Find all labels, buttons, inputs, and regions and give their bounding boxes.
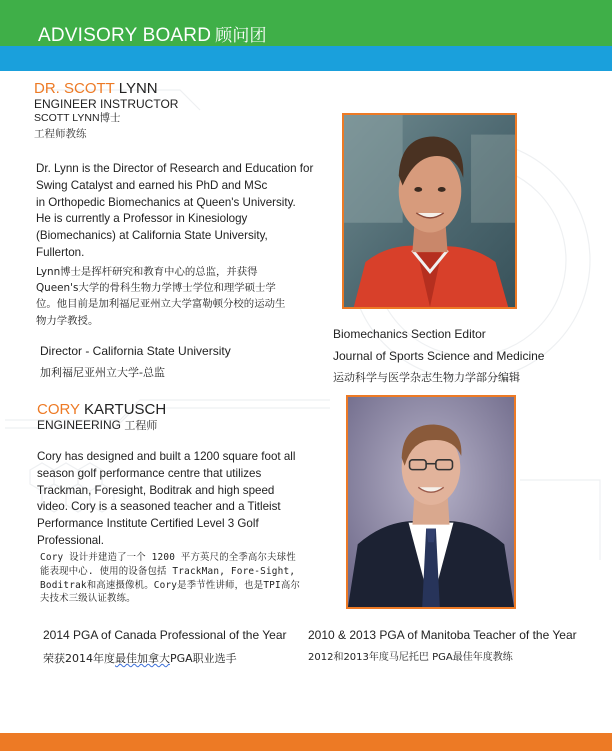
award1-cn <box>43 652 237 665</box>
person1-editor-line2: Journal of Sports Science and Medicine <box>333 349 545 363</box>
bio-line: Swing Catalyst and earned his PhD and MSc <box>36 178 268 192</box>
award1: 2014 PGA of Canada Professional of the Year <box>43 628 287 642</box>
bio-line: Dr. Lynn is the Director of Research and Education for <box>36 162 314 175</box>
person1-title-line-cn: 加利福尼亚州立大学-总监 <box>40 366 165 379</box>
person1-editor-line1: Biomechanics Section Editor <box>333 327 486 341</box>
page-title <box>38 21 267 47</box>
bio-cn-line: 位。他目前是加利福尼亚州立大学富勒顿分校的运动生 <box>36 298 286 311</box>
award2: 2010 & 2013 PGA of Manitoba Teacher of the Year <box>308 628 577 642</box>
award1-cn-part-c: PGA职业选手 <box>170 652 237 665</box>
person2-role-en: ENGINEERING <box>37 418 122 432</box>
award2-cn: 2012和2013年度马尼托巴 PGA最佳年度教练 <box>308 652 513 663</box>
person2-photo <box>346 395 516 609</box>
award1-cn-part-a: 荣获2014年度 <box>43 652 115 665</box>
page-title-en: ADVISORY BOARD <box>38 25 212 46</box>
person2-role-cn: 工程师 <box>124 419 158 432</box>
person1-name <box>34 80 158 98</box>
bio-line: Professional. <box>37 533 105 547</box>
bio-cn-line: Cory 设计并建造了一个 1200 平方英尺的全季高尔夫球性 <box>40 552 296 563</box>
bio-line: Cory has designed and built a 1200 square foot all <box>37 450 296 463</box>
bio-line: Fullerton. <box>36 245 85 259</box>
person1-last-name: LYNN <box>118 80 158 97</box>
person1-bio <box>36 161 313 262</box>
bio-cn-line: 能表现中心. 使用的设备包括 TrackMan, Fore-Sight, <box>40 565 296 577</box>
person1-name-cn: SCOTT LYNN博士 <box>34 112 121 124</box>
bio-line: He is currently a Professor in Kinesiology <box>36 212 248 226</box>
person1-first-name: DR. SCOTT <box>34 80 115 97</box>
person1-role: ENGINEER INSTRUCTOR <box>34 97 179 111</box>
bio-line: season golf performance centre that utilizes <box>37 466 262 480</box>
bio-cn-line: Queen's大学的骨科生物力学博士学位和理学硕士学 <box>36 282 276 295</box>
person1-bio-cn <box>36 264 285 329</box>
bio-cn-line: Boditrak和高速摄像机。Cory是季节性讲师，也是TPI高尔 <box>40 579 301 591</box>
bio-line: in Orthopedic Biomechanics at Queen's University. <box>36 195 296 209</box>
person2-first-name: CORY <box>37 401 80 418</box>
person1-role-cn: 工程师教练 <box>34 128 87 140</box>
person1-title-line: Director - California State University <box>40 344 231 358</box>
bio-cn-line: 夫技术三级认证教练。 <box>40 593 136 605</box>
person2-bio <box>37 449 295 550</box>
bio-line: Performance Institute Certified Level 3 Golf <box>37 517 259 531</box>
person1-photo <box>342 113 517 309</box>
person2-last-name: KARTUSCH <box>83 401 167 418</box>
person2-bio-cn <box>40 551 300 606</box>
bio-cn-line: Lynn博士是挥杆研究和教育中心的总监，并获得 <box>36 266 258 278</box>
person1-editor-cn: 运动科学与医学杂志生物力学部分编辑 <box>333 371 520 384</box>
bio-line: (Biomechanics) at California State University, <box>36 229 268 243</box>
footer-bar <box>0 733 612 751</box>
header-accent-bar <box>0 46 612 71</box>
person2-name <box>37 401 166 419</box>
bio-cn-line: 物力学教授。 <box>36 314 99 327</box>
bio-line: Trackman, Foresight, Boditrak and high speed <box>37 483 275 497</box>
person2-role <box>37 418 157 432</box>
page-title-cn: 顾问团 <box>215 26 267 46</box>
bio-line: video. Cory is a seasoned teacher and a Titleist <box>37 500 281 514</box>
award1-cn-part-b: 最佳加拿大 <box>115 652 170 665</box>
